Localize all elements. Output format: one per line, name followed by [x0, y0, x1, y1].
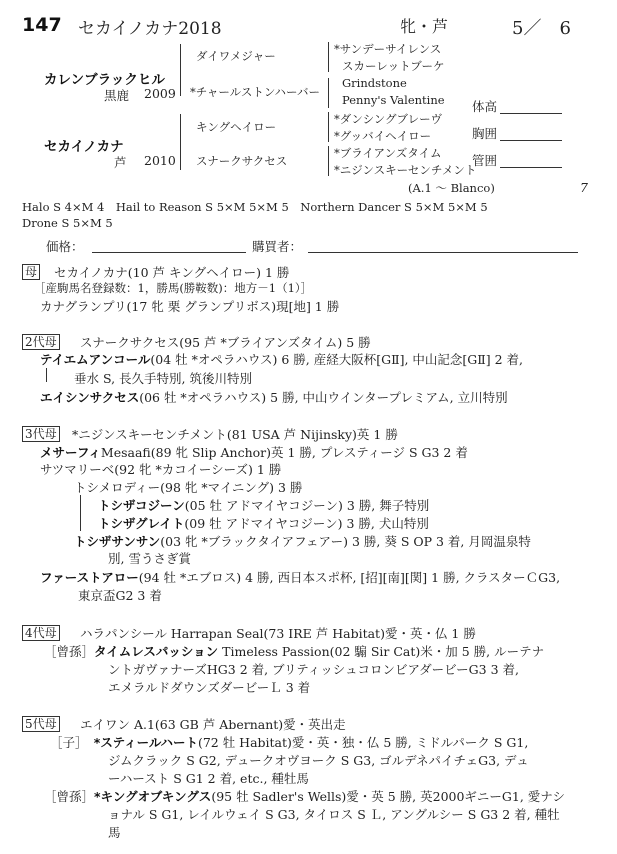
entry-record: (06 牡 *オペラハウス) 5 勝, 中山ウインタープレミアム, 立川特別	[139, 390, 508, 405]
lineage-connector	[46, 368, 47, 382]
gen5-tag: 5代母	[22, 716, 60, 732]
pedigree-bracket	[328, 78, 329, 108]
girth-label: 胸囲	[472, 126, 498, 141]
gen5-entry	[50, 733, 528, 751]
horse-name: トシザサンサン	[74, 534, 161, 549]
dam-dam: スナークサクセス	[196, 154, 288, 168]
family-line: (A.1 ～ Blanco)	[408, 181, 495, 195]
entry-record: (03 牝 *ブラックタイアフェアー) 3 勝, 葵 S OP 3 着, 月岡温泉特	[160, 534, 531, 549]
gen3-ancestor: スカーレットブーケ	[342, 59, 445, 73]
entry-record: (09 牡 アドマイヤコジーン) 3 勝, 犬山特別	[184, 516, 429, 531]
dam-year: 2010	[144, 153, 176, 168]
birth-date: 5／ 6	[512, 18, 571, 39]
sire-dam: *チャールストンハーバー	[190, 85, 320, 99]
gen2-tag: 2代母	[22, 334, 60, 350]
price-field[interactable]	[92, 252, 246, 253]
pedigree-bracket	[180, 44, 181, 96]
gen3-entry-cont: 東京盃G2 3 着	[78, 588, 162, 603]
gen3-entry	[74, 532, 531, 550]
gen5-entry-cont: ジムクラック S G2, デュークオヴヨーク S G3, ゴルデネパイチェG3, デュ	[108, 753, 529, 768]
pedigree-bracket	[180, 114, 181, 170]
gen4-entry-cont: ントガヴァナーズHG3 2 着, ブリティッシュコロンビアダービーG3 3 着,	[108, 662, 519, 677]
dam-tag: 母	[22, 264, 40, 280]
gen4-tag: 4代母	[22, 625, 60, 641]
horse-name: ファーストアロー	[40, 570, 139, 585]
family-number: 7	[580, 180, 588, 195]
gen3-entry	[40, 568, 560, 586]
sire-year: 2009	[144, 86, 176, 101]
gen5-entry-cont: ーハースト S G1 2 着, etc., 種牡馬	[108, 771, 309, 786]
horse-name: エイシンサクセス	[40, 390, 140, 405]
gen3-entry-cont: 別, 雪うさぎ賞	[108, 551, 191, 566]
buyer-field[interactable]	[308, 252, 578, 253]
entry-record: Timeless Passion(02 騸 Sir Cat)米・加 5 勝, ルーテナ	[222, 644, 545, 659]
gen3-ancestor: *グッバイヘイロー	[334, 129, 432, 143]
gen3-ancestor: *ニジンスキーセンチメント	[334, 163, 477, 177]
pedigree-bracket	[328, 112, 329, 142]
horse-name: トシザコジーン	[98, 498, 185, 513]
gen2-entry	[40, 388, 508, 406]
inbreeding-line: Drone S 5×M 5	[22, 216, 113, 230]
sire-name: カレンブラックヒル	[44, 72, 165, 88]
horse-name: メサーフィ	[40, 445, 101, 460]
dam-line: ［産駒馬名登録数：1，勝馬(勝鞍数)：地方－1（1）］	[34, 281, 313, 295]
gen3-entry: トシメロディー(98 牝 *マイニング) 3 勝	[74, 480, 303, 495]
gen5-entry-cont: ョナル S G1, レイルウェイ S G3, タイロス S Ｌ, アングルシー S G3 2 着, 種牡	[108, 807, 560, 822]
horse-name: セカイノカナ2018	[78, 19, 222, 39]
entry-record: (72 牡 Habitat)愛・英・独・仏 5 勝, ミドルパーク S G1,	[197, 735, 529, 750]
gen5-head: エイワン A.1(63 GB 芦 Abernant)愛・英出走	[80, 717, 346, 732]
buyer-label: 購買者：	[252, 239, 303, 254]
gen3-ancestor: *ブライアンズタイム	[334, 146, 442, 160]
gen3-head: *ニジンスキーセンチメント(81 USA 芦 Nijinsky)英 1 勝	[72, 427, 398, 442]
entry-record: (94 牡 *エブロス) 4 勝, 西日本スポ杯, [招][南][関] 1 勝, クラスターＣG3,	[138, 570, 561, 585]
cannon-field[interactable]	[500, 167, 562, 168]
relation-prefix: ［曾孫］	[44, 644, 95, 659]
height-field[interactable]	[500, 113, 562, 114]
horse-name: *キングオブキングス	[94, 789, 212, 804]
pedigree-bracket	[328, 42, 329, 72]
sire-color: 黒鹿	[104, 88, 130, 103]
entry-record: (95 牡 Sadler's Wells)愛・英 5 勝, 英2000ギニーG1, 愛ナシ	[211, 789, 566, 804]
entry-record: (05 牡 アドマイヤコジーン) 3 勝, 舞子特別	[184, 498, 430, 513]
sire-sire: ダイワメジャー	[196, 49, 276, 63]
dam-sire: キングヘイロー	[196, 120, 277, 134]
dam-name: セカイノカナ	[44, 139, 124, 155]
gen2-head: スナークサクセス(95 芦 *ブライアンズタイム) 5 勝	[80, 335, 371, 350]
sex-color: 牝・芦	[400, 17, 449, 36]
horse-name: トシザグレイト	[98, 516, 185, 531]
lot-number: 147	[22, 14, 62, 36]
gen3-entry	[40, 443, 468, 461]
gen3-ancestor: *ダンシングブレーヴ	[334, 112, 443, 126]
gen3-entry: サツマリーベ(92 牝 *カコイーシーズ) 1 勝	[40, 462, 282, 477]
gen5-entry	[44, 787, 565, 805]
gen3-entry	[98, 514, 429, 532]
girth-field[interactable]	[500, 140, 562, 141]
gen2-entry	[40, 350, 523, 368]
height-label: 体高	[472, 99, 498, 114]
relation-prefix: ［曾孫］	[44, 789, 95, 804]
dam-line: セカイノカナ(10 芦 キングヘイロー) 1 勝	[54, 265, 290, 280]
gen4-head: ハラパンシール Harrapan Seal(73 IRE 芦 Habitat)愛・英・仏 1 勝	[80, 626, 476, 641]
gen3-ancestor: Penny's Valentine	[342, 93, 445, 107]
gen4-entry	[44, 642, 544, 660]
inbreeding-line: Halo S 4×M 4 Hail to Reason S 5×M 5×M 5 Northern Dancer S 5×M 5×M 5	[22, 200, 488, 214]
horse-name: テイエムアンコール	[40, 352, 151, 367]
gen5-entry-cont: 馬	[108, 825, 121, 840]
price-label: 価格：	[46, 239, 84, 254]
horse-name: タイムレスパッション	[94, 644, 219, 659]
gen3-ancestor: *サンデーサイレンス	[334, 42, 442, 56]
horse-name: *スティールハート	[93, 735, 198, 750]
gen3-tag: 3代母	[22, 426, 60, 442]
gen3-ancestor: Grindstone	[342, 76, 407, 90]
gen4-entry-cont: エメラルドダウンズダービーＬ 3 着	[108, 680, 311, 695]
dam-line: カナグランプリ(17 牝 栗 グランプリボス)現[地] 1 勝	[40, 299, 340, 314]
cannon-label: 管囲	[472, 153, 498, 168]
lineage-connector	[80, 495, 81, 531]
entry-record: (04 牡 *オペラハウス) 6 勝, 産経大阪杯[GⅡ], 中山記念[GⅡ] 2 着,	[150, 352, 524, 367]
relation-prefix: ［子］	[50, 735, 82, 750]
dam-color: 芦	[114, 155, 127, 170]
entry-record: Mesaafi(89 牝 Slip Anchor)英 1 勝, プレスティージ S G3 2 着	[100, 445, 468, 460]
gen2-entry-cont: 垂水 S, 長久手特別, 筑後川特別	[74, 371, 252, 386]
gen3-entry	[98, 496, 429, 514]
pedigree-bracket	[328, 146, 329, 176]
